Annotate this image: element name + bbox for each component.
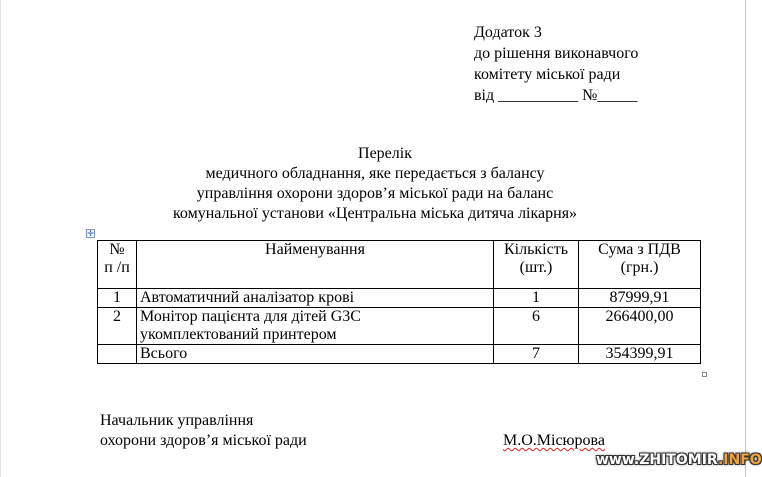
signatory-position [100,411,307,451]
signatory-position-line-2: охорони здоров’я міської ради [100,432,307,449]
row-quantity: 6 [494,308,579,345]
signatory-name-text: М.О.Місюрова [503,432,605,449]
page-edge-left [0,0,1,477]
appendix-line-2: до рішення виконавчого [474,45,639,62]
header-number-line-2: п /п [104,259,130,276]
row-quantity: 1 [494,289,579,308]
row-name-line-1: Монітор пацієнта для дітей G3C [140,308,361,325]
document-title [0,144,750,224]
table-row [98,289,701,308]
total-quantity: 7 [494,345,579,364]
appendix-line-1: Додаток 3 [474,24,542,41]
move-cross-icon[interactable]: ✛ [87,229,94,238]
header-sum-line-2: (грн.) [620,259,659,276]
row-sum: 87999,91 [579,289,701,308]
watermark-prefix: www. [596,452,640,468]
table-header-row [98,241,701,289]
resize-square-icon[interactable] [702,372,707,377]
watermark-brand: ZHITOMIR [639,452,718,468]
total-number-empty [98,345,137,364]
row-number: 2 [98,308,137,345]
title-line-2: медичного обладнання, яке передається з балансу [205,165,545,182]
header-quantity-line-1: Кількість [503,241,568,258]
signatory-name [503,431,605,451]
page-edge-right [745,0,746,477]
header-name: Найменування [137,241,494,289]
total-label: Всього [137,345,494,364]
appendix-block [474,22,638,106]
row-number: 1 [98,289,137,308]
title-line-4: комунальної установи «Центральна міська дитяча лікарня» [172,205,578,222]
row-name [137,289,494,308]
row-name-line-1: Автоматичний аналізатор крові [140,289,355,306]
header-quantity [494,241,579,289]
header-number [98,241,137,289]
total-sum: 354399,91 [579,345,701,364]
header-sum [579,241,701,289]
appendix-line-3: комітету міської ради [474,66,621,83]
header-sum-line-1: Сума з ПДВ [598,241,681,258]
title-line-3: управління охорони здоров’я міської ради на баланс [196,185,554,202]
watermark-domain: .INFO [717,452,762,468]
row-name-line-2: укомплектований принтером [140,326,337,343]
row-name [137,308,494,345]
equipment-table [97,240,701,364]
site-watermark [596,452,762,468]
title-line-1: Перелік [358,145,412,162]
row-sum: 266400,00 [579,308,701,345]
table-total-row [98,345,701,364]
header-number-line-1: № [109,241,125,258]
header-quantity-line-2: (шт.) [519,259,553,276]
signatory-position-line-1: Начальник управління [100,412,254,429]
appendix-line-4: від __________ №_____ [474,87,638,104]
table-row [98,308,701,345]
